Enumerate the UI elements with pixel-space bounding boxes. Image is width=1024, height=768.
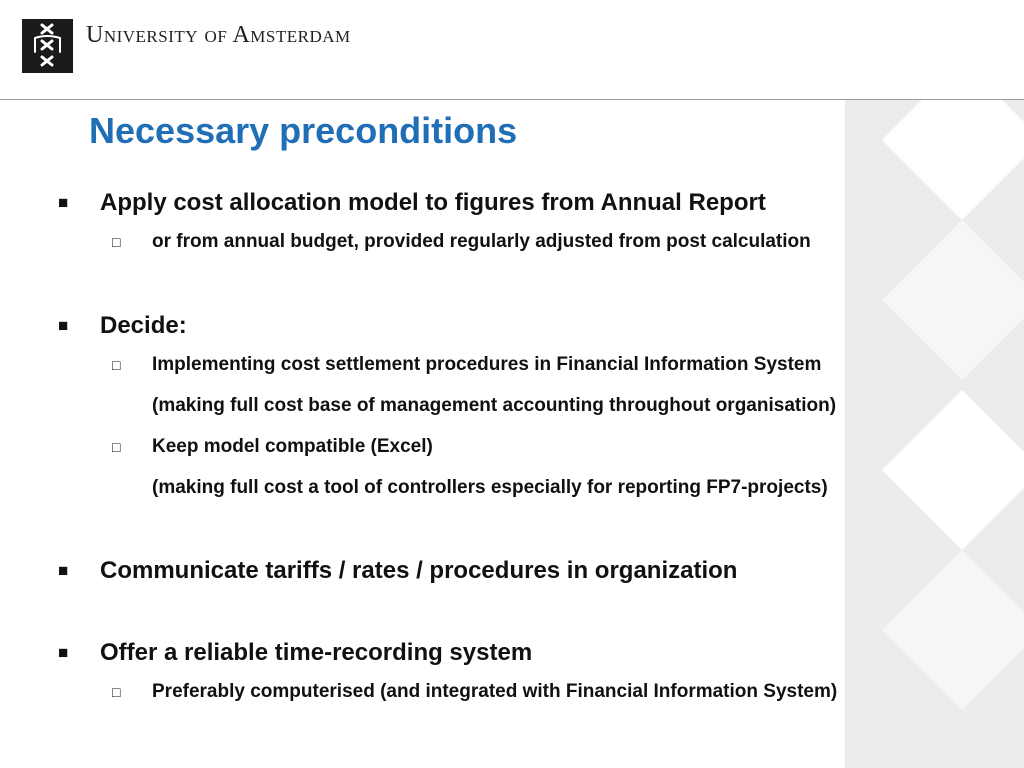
square-bullet-icon: ■ [58,316,69,335]
square-bullet-icon: ■ [58,643,69,662]
hollow-square-bullet-icon: □ [112,234,121,250]
crest-icon [22,19,73,73]
university-name: University of Amsterdam [86,22,351,48]
hollow-square-bullet-icon: □ [112,439,121,455]
bullet-text: Offer a reliable time-recording system [100,639,533,666]
square-bullet-icon: ■ [58,561,69,580]
sub-bullet-text: or from annual budget, provided regularly adjusted from post calculation [152,231,811,252]
header-bar [0,0,1024,100]
sub-bullet-text: Keep model compatible (Excel) [152,436,433,457]
sub-bullet-continuation: (making full cost base of management accounting throughout organisation) [152,395,837,416]
bullet-text: Apply cost allocation model to figures from Annual Report [100,189,766,216]
sub-bullet-text: Preferably computerised (and integrated with Financial Information System) [152,681,838,702]
university-logo [22,19,73,73]
sub-bullet-text: Implementing cost settlement procedures in Financial Information System [152,354,822,375]
hollow-square-bullet-icon: □ [112,684,121,700]
square-bullet-icon: ■ [58,193,69,212]
sub-bullet-continuation: (making full cost a tool of controllers especially for reporting FP7-projects) [152,477,828,498]
hollow-square-bullet-icon: □ [112,357,121,373]
slide-title: Necessary preconditions [89,110,518,151]
bullet-text: Communicate tariffs / rates / procedures in organization [100,557,738,584]
bullet-text: Decide: [100,312,187,339]
